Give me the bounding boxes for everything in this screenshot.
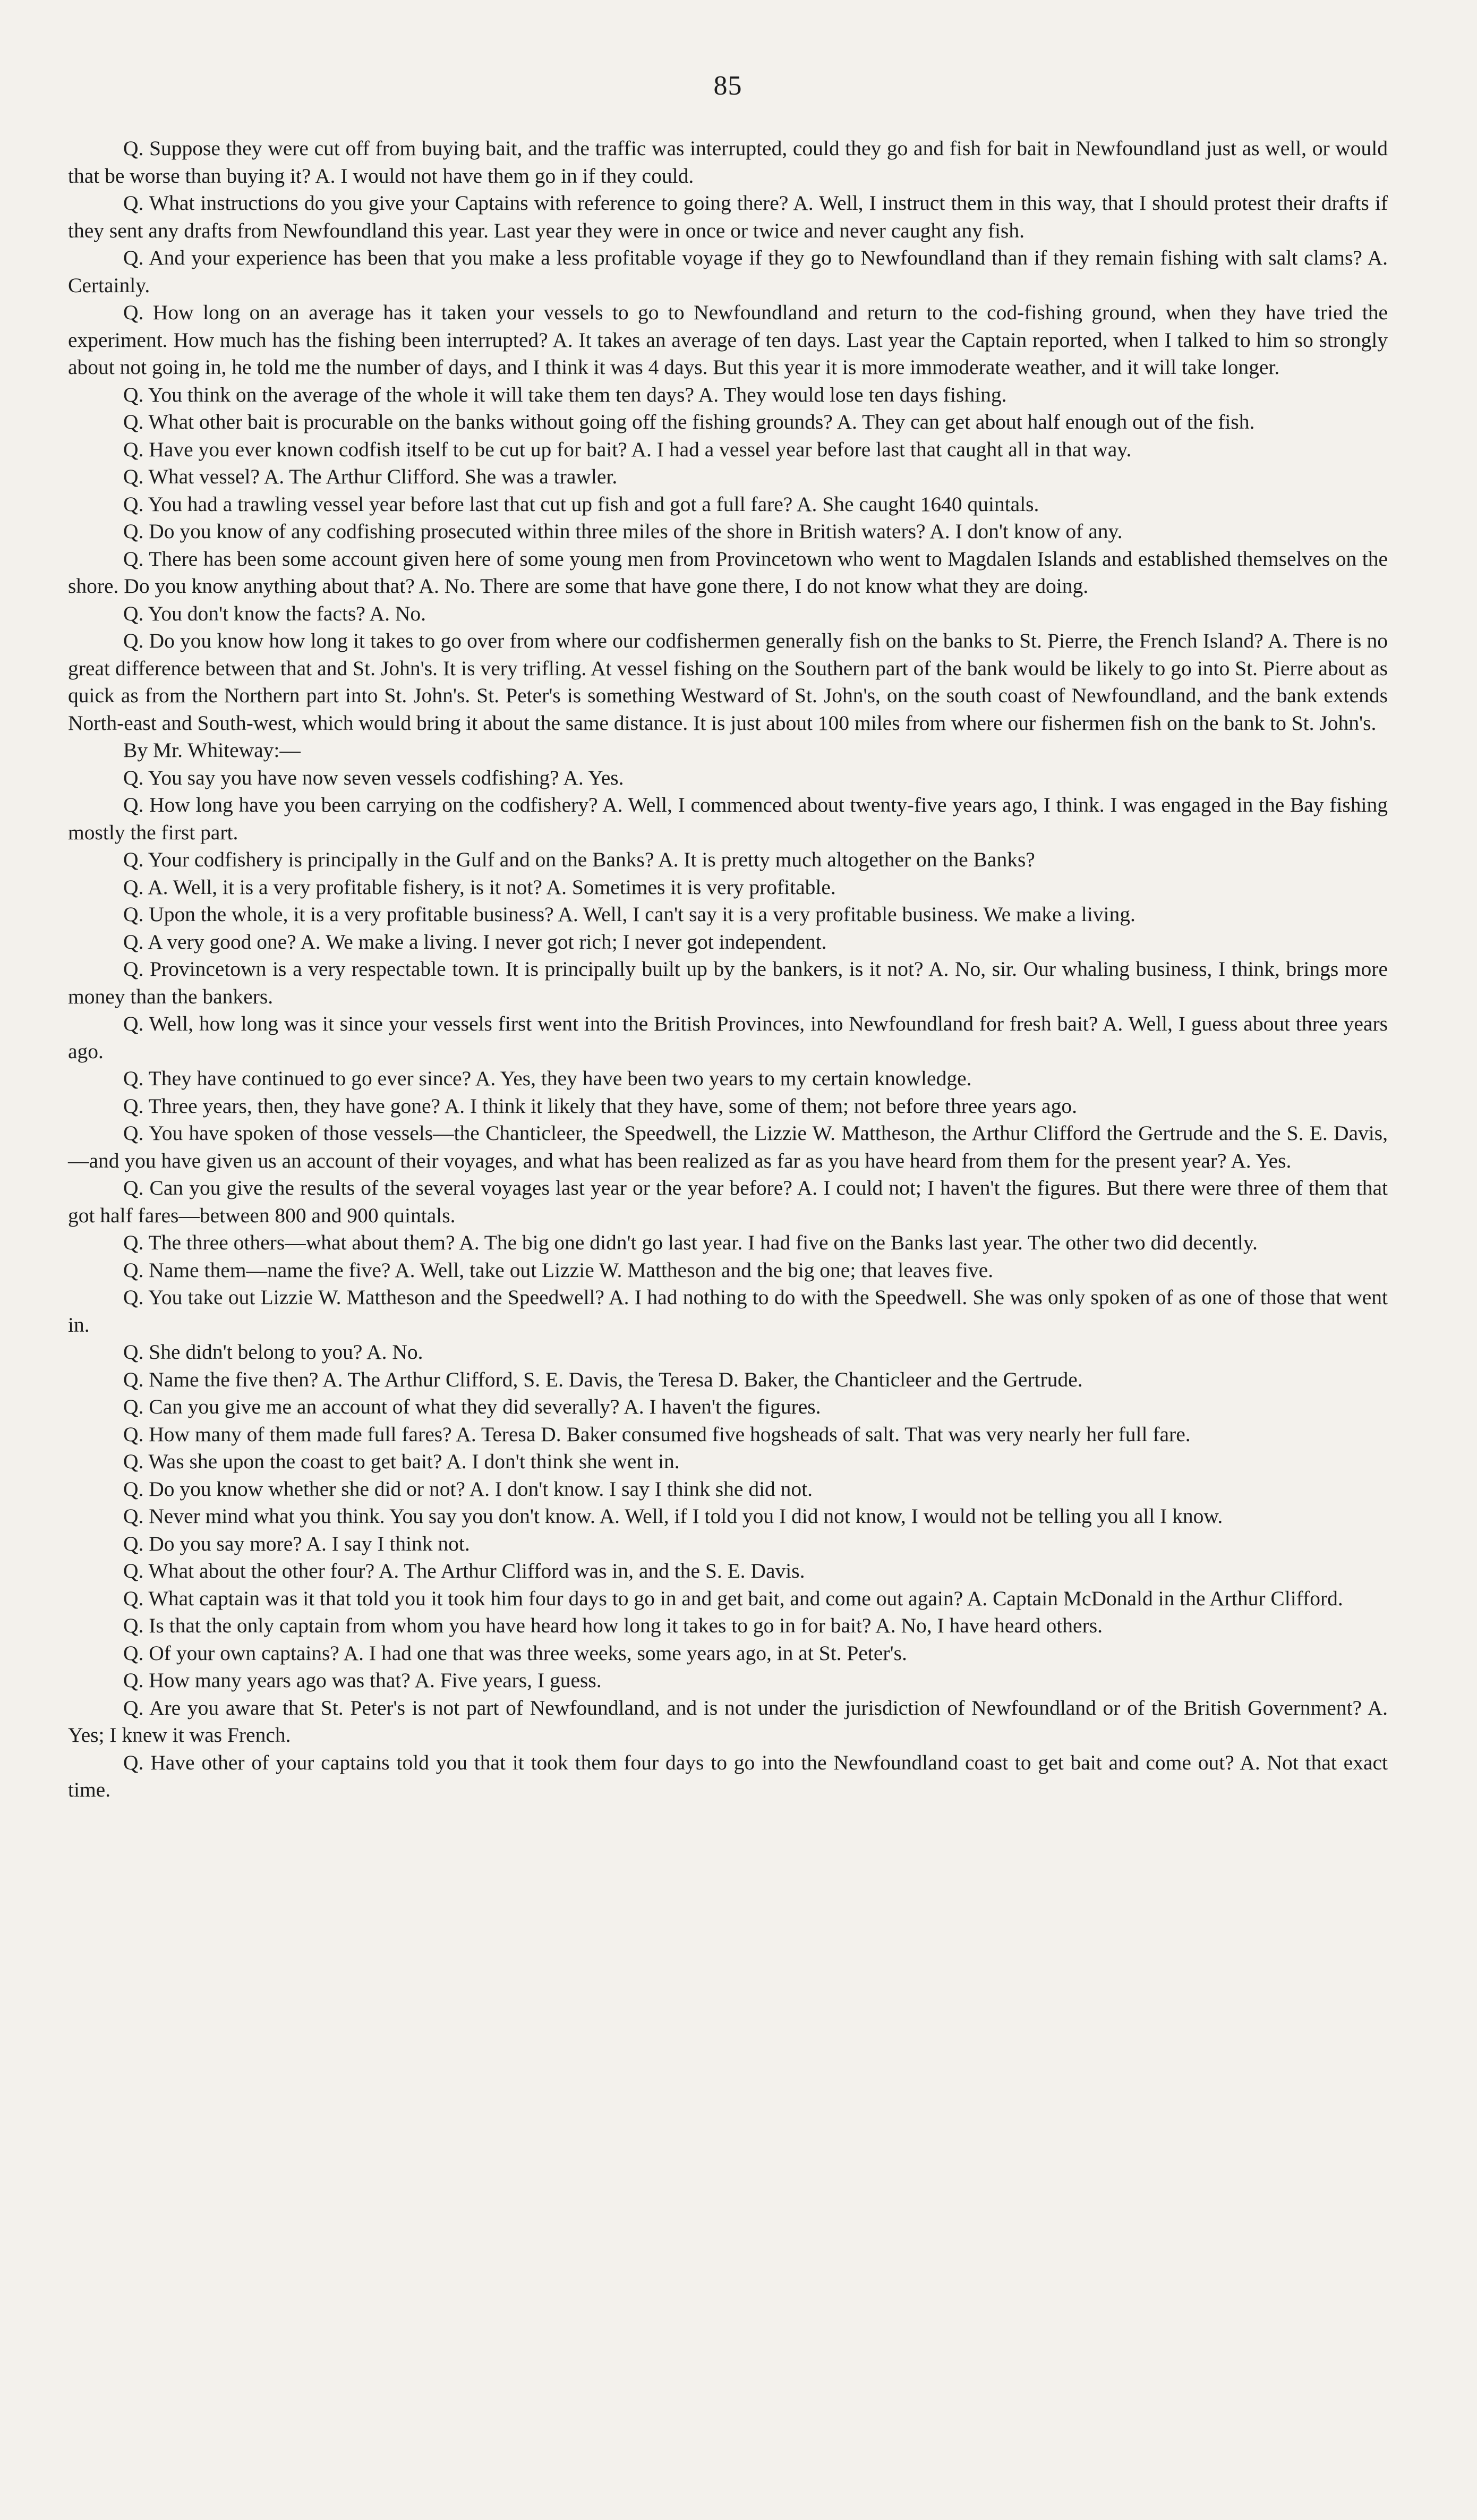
testimony-text [68,135,1388,1804]
qa-paragraph: Q. There has been some account given here of some young men from Provincetown who went to Magdalen Islands and established themselves on the shore. Do you know anything about that? A. No. There are some that have gone there, I do not know what they are doing. [68,547,1388,598]
qa-paragraph: Q. A very good one? A. We make a living. I never got rich; I never got independent. [123,930,827,953]
qa-paragraph: Q. How many of them made full fares? A. Teresa D. Baker consumed five hogsheads of salt. That was very nearly her full fare. [123,1422,1191,1446]
examiner-heading: By Mr. Whiteway:— [123,738,301,762]
qa-paragraph: Q. How long on an average has it taken your vessels to go to Newfoundland and return to the cod-fishing ground, when they have tried the experiment. How much has the fishing been interrupted? A. It takes an average of ten days. Last year the Captain reported, when I talked to him so strongly about not going in, he told me the number of days, and I think it was 4 days. But this year it is more immoderate weather, and it will take longer. [68,301,1388,379]
qa-paragraph: Q. And your experience has been that you make a less profitable voyage if they go to Newfoundland than if they remain fishing with salt clams? A. Certainly. [68,246,1388,297]
qa-paragraph: Q. You don't know the facts? A. No. [123,601,426,625]
qa-paragraph: Q. Is that the only captain from whom you have heard how long it takes to go in for bait? A. No, I have heard others. [123,1614,1103,1637]
qa-paragraph: Q. Three years, then, they have gone? A. I think it likely that they have, some of them; not before three years ago. [123,1094,1077,1118]
qa-paragraph: Q. Can you give the results of the several voyages last year or the year before? A. I could not; I haven't the figures. But there were three of them that got half fares—between 800 and 900 quintals. [68,1176,1388,1227]
qa-paragraph: Q. What other bait is procurable on the banks without going off the fishing grounds? A. They can get about half enough out of the fish. [123,410,1255,433]
qa-paragraph: Q. What captain was it that told you it took him four days to go in and get bait, and come out again? A. Captain McDonald in the Arthur Clifford. [123,1586,1343,1610]
qa-paragraph: Q. You take out Lizzie W. Mattheson and the Speedwell? A. I had nothing to do with the Speedwell. She was only spoken of as one of those that went in. [68,1285,1388,1336]
qa-paragraph: Q. Can you give me an account of what they did severally? A. I haven't the figures. [123,1395,821,1418]
qa-paragraph: Q. The three others—what about them? A. The big one didn't go last year. I had five on the Banks last year. The other two did decently. [123,1231,1258,1254]
qa-paragraph: Q. Suppose they were cut off from buying bait, and the traffic was interrupted, could they go and fish for bait in Newfoundland just as well, or would that be worse than buying it? A. I would not have them go in if they could. [68,137,1388,188]
qa-paragraph: Q. How many years ago was that? A. Five years, I guess. [123,1668,602,1692]
qa-paragraph: Q. You had a trawling vessel year before last that cut up fish and got a full fare? A. She caught 1640 quintals. [123,492,1039,516]
qa-paragraph: Q. Name the five then? A. The Arthur Clifford, S. E. Davis, the Teresa D. Baker, the Chanticleer and the Gertrude. [123,1367,1083,1391]
qa-paragraph: Q. Never mind what you think. You say you don't know. A. Well, if I told you I did not know, I would not be telling you all I know. [123,1504,1223,1528]
qa-paragraph: Q. You say you have now seven vessels codfishing? A. Yes. [123,765,624,789]
qa-paragraph: Q. What instructions do you give your Captains with reference to going there? A. Well, I instruct them in this way, that I should protest their drafts if they sent any drafts from Newfoundland this year. Last year they were in once or twice and never caught any fish. [68,191,1388,242]
qa-paragraph: Q. Have other of your captains told you that it took them four days to go into the Newfoundland coast to get bait and come out? A. Not that exact time. [68,1750,1388,1801]
page-number: 85 [713,71,742,101]
qa-paragraph: Q. Have you ever known codfish itself to be cut up for bait? A. I had a vessel year before last that caught all in that way. [123,437,1132,461]
qa-paragraph: Q. Upon the whole, it is a very profitable business? A. Well, I can't say it is a very profitable business. We make a living. [123,903,1136,926]
qa-paragraph: Q. She didn't belong to you? A. No. [123,1340,423,1364]
qa-paragraph: Q. Of your own captains? A. I had one that was three weeks, some years ago, in at St. Peter's. [123,1641,907,1665]
qa-paragraph: Q. You think on the average of the whole it will take them ten days? A. They would lose ten days fishing. [123,382,1007,406]
qa-paragraph: Q. Your codfishery is principally in the Gulf and on the Banks? A. It is pretty much altogether on the Banks? [123,848,1035,871]
qa-paragraph: Q. Do you say more? A. I say I think not. [123,1531,470,1555]
qa-paragraph: Q. Provincetown is a very respectable town. It is principally built up by the bankers, is it not? A. No, sir. Our whaling business, I think, brings more money than the bankers. [68,957,1388,1008]
qa-paragraph: Q. Was she upon the coast to get bait? A. I don't think she went in. [123,1450,680,1473]
qa-paragraph: Q. How long have you been carrying on the codfishery? A. Well, I commenced about twenty-five years ago, I think. I was engaged in the Bay fishing mostly the first part. [68,793,1388,844]
qa-paragraph: Q. What vessel? A. The Arthur Clifford. She was a trawler. [123,465,618,488]
qa-paragraph: Q. Name them—name the five? A. Well, take out Lizzie W. Mattheson and the big one; that leaves five. [123,1258,994,1282]
qa-paragraph: Q. Do you know of any codfishing prosecuted within three miles of the shore in British waters? A. I don't know of any. [123,520,1123,543]
qa-paragraph: Q. Do you know how long it takes to go over from where our codfishermen generally fish on the banks to St. Pierre, the French Island? A. There is no great difference between that and St. John's. It is very trifling. At vessel fishing on the Southern part of the bank would be likely to go into St. Pierre about as quick as from the Northern part into St. John's. St. Peter's is something Westward of St. John's, on the south coast of Newfoundland, and the bank extends North-east and South-west, which would bring it about the same distance. It is just about 100 miles from where our fishermen fish on the bank to St. John's. [68,629,1388,735]
qa-paragraph: Q. What about the other four? A. The Arthur Clifford was in, and the S. E. Davis. [123,1559,805,1582]
qa-paragraph: Q. Are you aware that St. Peter's is not part of Newfoundland, and is not under the jurisdiction of Newfoundland or of the British Government? A. Yes; I knew it was French. [68,1696,1388,1747]
qa-paragraph: Q. You have spoken of those vessels—the Chanticleer, the Speedwell, the Lizzie W. Mattheson, the Arthur Clifford the Gertrude and the S. E. Davis,—and you have given us an account of their voyages, and what has been realized as far as you have heard from them for the present year? A. Yes. [68,1121,1388,1172]
qa-paragraph: Q. Do you know whether she did or not? A. I don't know. I say I think she did not. [123,1477,813,1501]
qa-paragraph: Q. A. Well, it is a very profitable fishery, is it not? A. Sometimes it is very profitable. [123,875,836,899]
qa-paragraph: Q. Well, how long was it since your vessels first went into the British Provinces, into Newfoundland for fresh bait? A. Well, I guess about three years ago. [68,1012,1388,1063]
qa-paragraph: Q. They have continued to go ever since? A. Yes, they have been two years to my certain knowledge. [123,1067,972,1090]
